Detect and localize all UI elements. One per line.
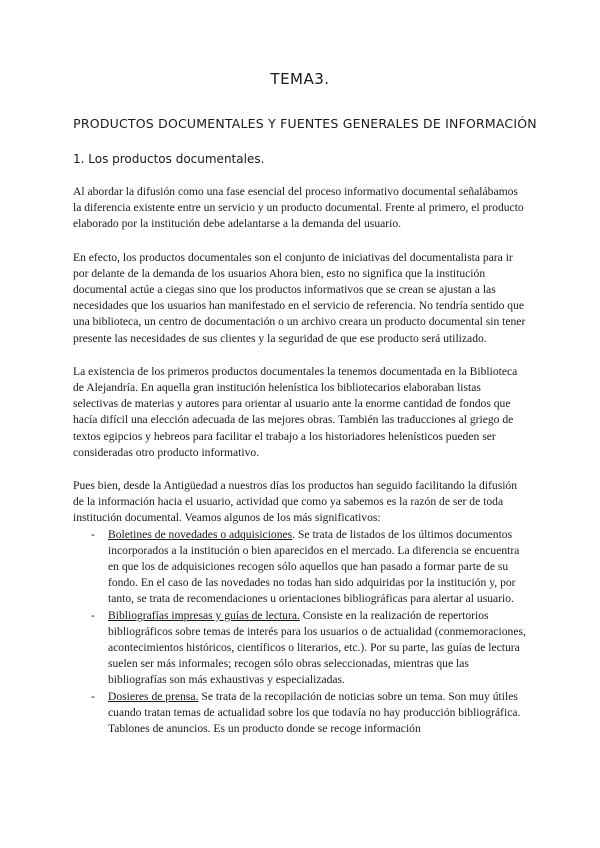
list-item-text: . Se trata de listados de los últimos documentos incorporados a la institución o bien aparecidos en el mercado. La diferencia se encuentra en que los de adquisiciones recogen sólo aquellos que han pasado a formar parte de su fondo. En el caso de las novedades no todas han sido adquiridas por la institución y, por tanto, se trata de recomendaciones u orientaciones bibliográficas para alertar al usuario. (108, 527, 520, 606)
paragraph-3: La existencia de los primeros productos documentales la tenemos documentada en la Biblioteca de Alejandría. En aquella gran institución helenística los bibliotecarios elaboraban listas selectivas de materias y autores para orientar al usuario ante la enorme cantidad de fondos que hacía difícil una elección adecuada de las mejores obras. También las traducciones al griego de textos egipcios y hebreos para facilitar el trabajo a los historiadores helenísticos pueden ser consideradas otro producto informativo. (73, 364, 518, 459)
list-item (73, 608, 528, 689)
list-item-text: Consiste en la realización de repertorios bibliográficos sobre temas de interés para los usuarios o de actualidad (conmemoraciones, acontecimientos históricos, científicos o literarios, etc.). Por su parte, las guías de lectura suelen ser más informales; recogen sólo obras seleccionadas, mientras que las bibliografías son más exhaustivas y especializadas. (108, 608, 526, 687)
list-dash: - (91, 527, 95, 541)
paragraph-2: En efecto, los productos documentales son el conjunto de iniciativas del documentalista para ir por delante de la demanda de los usuarios Ahora bien, esto no significa que la institución documental actúe a ciegas sino que los productos informativos que se crean se ajustan a las necesidades que los usuarios han manifestado en el servicio de referencia. No tendría sentido que una biblioteca, un centro de documentación o un archivo creara un producto documental sin tener presente las necesidades de sus clientes y la seguridad de que ese producto será utilizado. (73, 250, 526, 345)
list-dash: - (91, 689, 95, 703)
paragraph-4: Pues bien, desde la Antigüedad a nuestros días los productos han seguido facilitando la difusión de la información hacia el usuario, actividad que como ya sabemos es la razón de ser de toda institución documental. Veamos algunos de los más significativos: (73, 479, 518, 525)
document-subtitle: PRODUCTOS DOCUMENTALES Y FUENTES GENERALES DE INFORMACIÓN (73, 116, 537, 131)
list-item-term: Dosieres de prensa. (108, 689, 199, 703)
product-list (73, 527, 528, 738)
document-body (73, 184, 528, 737)
list-item-term: Boletines de novedades o adquisiciones (108, 527, 293, 541)
document-title: TEMA3. (270, 70, 330, 88)
list-item-text: Se trata de la recopilación de noticias sobre un tema. Son muy útiles cuando tratan temas de actualidad sobre los que todavía no hay producción bibliográfica. Tablones de anuncios. Es un producto donde se recoge información (108, 689, 521, 736)
list-dash: - (91, 608, 95, 622)
list-item (73, 527, 528, 608)
list-item (73, 689, 528, 738)
paragraph-1: Al abordar la difusión como una fase esencial del proceso informativo documental señalábamos la diferencia existente entre un servicio y un producto documental. Frente al primero, el producto elaborado por la institución debe adelantarse a la demanda del usuario. (73, 185, 524, 231)
section-heading: 1. Los productos documentales. (73, 152, 265, 166)
list-item-term: Bibliografías impresas y guías de lectura. (108, 608, 300, 622)
